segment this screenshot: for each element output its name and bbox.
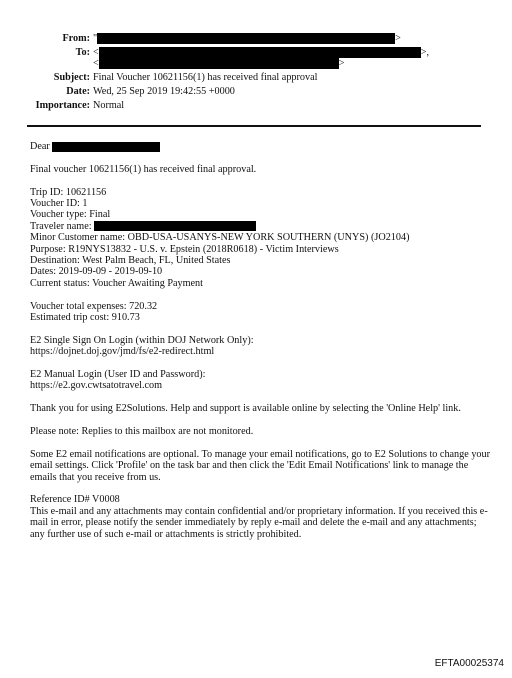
subject-label: Subject: — [53, 72, 90, 83]
thanks-text: Thank you for using E2Solutions. Help and support is available online by selecting the 'Online Help' link. — [30, 403, 461, 415]
redaction-block — [52, 142, 160, 152]
note-text: Please note: Replies to this mailbox are not monitored. — [30, 426, 254, 438]
disclaimer-paragraph — [30, 494, 488, 540]
sso-link[interactable]: https://dojnet.doj.gov/jmd/fs/e2-redirect.html — [30, 346, 215, 358]
importance-value: Normal — [93, 100, 125, 111]
importance-label: Importance: — [35, 100, 90, 111]
date-label: Date: — [66, 86, 90, 97]
trip-id: Trip ID: 10621156 — [30, 186, 107, 198]
email-body — [30, 141, 490, 551]
manual-link[interactable]: https://e2.gov.cwtsatotravel.com — [30, 380, 163, 392]
to-value — [93, 47, 429, 58]
dates: Dates: 2019-09-09 - 2019-09-10 — [30, 266, 163, 278]
expense-details — [30, 301, 482, 324]
intro-paragraph — [30, 164, 482, 175]
total-expenses: Voucher total expenses: 720.32 — [30, 300, 158, 312]
date-value: Wed, 25 Sep 2019 19:42:55 +0000 — [93, 86, 235, 97]
from-prefix: " — [93, 33, 98, 44]
intro-text: Final voucher 10621156(1) has received final approval. — [30, 163, 257, 175]
traveler-name — [30, 221, 482, 232]
manual-login — [30, 369, 482, 392]
notif-line-1: Some E2 email notifications are optional. To manage your email notifications, go to E2 Solutions to change your — [30, 448, 490, 460]
trip-cost: Estimated trip cost: 910.73 — [30, 312, 140, 324]
importance-row — [0, 100, 512, 112]
notif-line-2: email settings. Click 'Profile' on the task bar and then click the 'Edit Email Notifications' link to manage the — [30, 460, 469, 472]
trip-details — [30, 187, 482, 290]
voucher-id: Voucher ID: 1 — [30, 198, 88, 209]
redaction-block — [94, 221, 256, 231]
notif-line-3: emails that you receive from us. — [30, 471, 161, 483]
to-line2-suffix: > — [338, 58, 345, 69]
traveler-name-label: Traveler name: — [30, 220, 92, 232]
from-value — [93, 33, 401, 44]
thanks-paragraph — [30, 403, 482, 414]
to-suffix: >, — [420, 47, 430, 58]
redaction-block — [97, 33, 395, 44]
disclaimer-line-1: This e-mail and any attachments may contain confidential and/or proprietary information. If you received this e- — [30, 505, 488, 517]
disclaimer-line-3: any further use of such e-mail or attachments is strictly prohibited. — [30, 528, 302, 540]
date-row — [0, 86, 512, 98]
redaction-block — [99, 47, 421, 58]
greeting: Dear — [30, 141, 50, 152]
notifications-paragraph — [30, 448, 490, 483]
current-status: Current status: Voucher Awaiting Payment — [30, 277, 203, 289]
to-line2-prefix: < — [93, 58, 99, 69]
to-value-2 — [93, 58, 345, 69]
subject-value: Final Voucher 10621156(1) has received final approval — [93, 72, 318, 83]
redaction-block — [99, 58, 339, 69]
purpose: Purpose: R19NYS13832 - U.S. v. Epstein (2018R0618) - Victim Interviews — [30, 243, 339, 255]
to-row-continued — [0, 58, 512, 70]
from-suffix: > — [395, 33, 401, 44]
greeting-paragraph — [30, 141, 482, 152]
to-prefix: < — [93, 47, 99, 58]
document-id: EFTA00025374 — [434, 658, 504, 669]
sso-title: E2 Single Sign On Login (within DOJ Network Only): — [30, 334, 254, 346]
minor-customer: Minor Customer name: OBD-USA-USANYS-NEW YORK SOUTHERN (UNYS) (JO2104) — [30, 232, 410, 244]
header-divider — [27, 125, 481, 127]
subject-row — [0, 72, 512, 84]
reference-id: Reference ID# V0008 — [30, 494, 120, 506]
disclaimer-line-2: mail in error, please notify the sender immediately by reply e-mail and delete the e-mail and any attachments; — [30, 517, 477, 529]
to-label: To: — [75, 47, 90, 58]
voucher-type: Voucher type: Final — [30, 209, 111, 221]
from-row — [0, 33, 512, 45]
from-label: From: — [62, 33, 90, 44]
manual-title: E2 Manual Login (User ID and Password): — [30, 369, 206, 381]
destination: Destination: West Palm Beach, FL, United States — [30, 255, 231, 267]
sso-login — [30, 335, 482, 358]
note-paragraph — [30, 426, 482, 437]
